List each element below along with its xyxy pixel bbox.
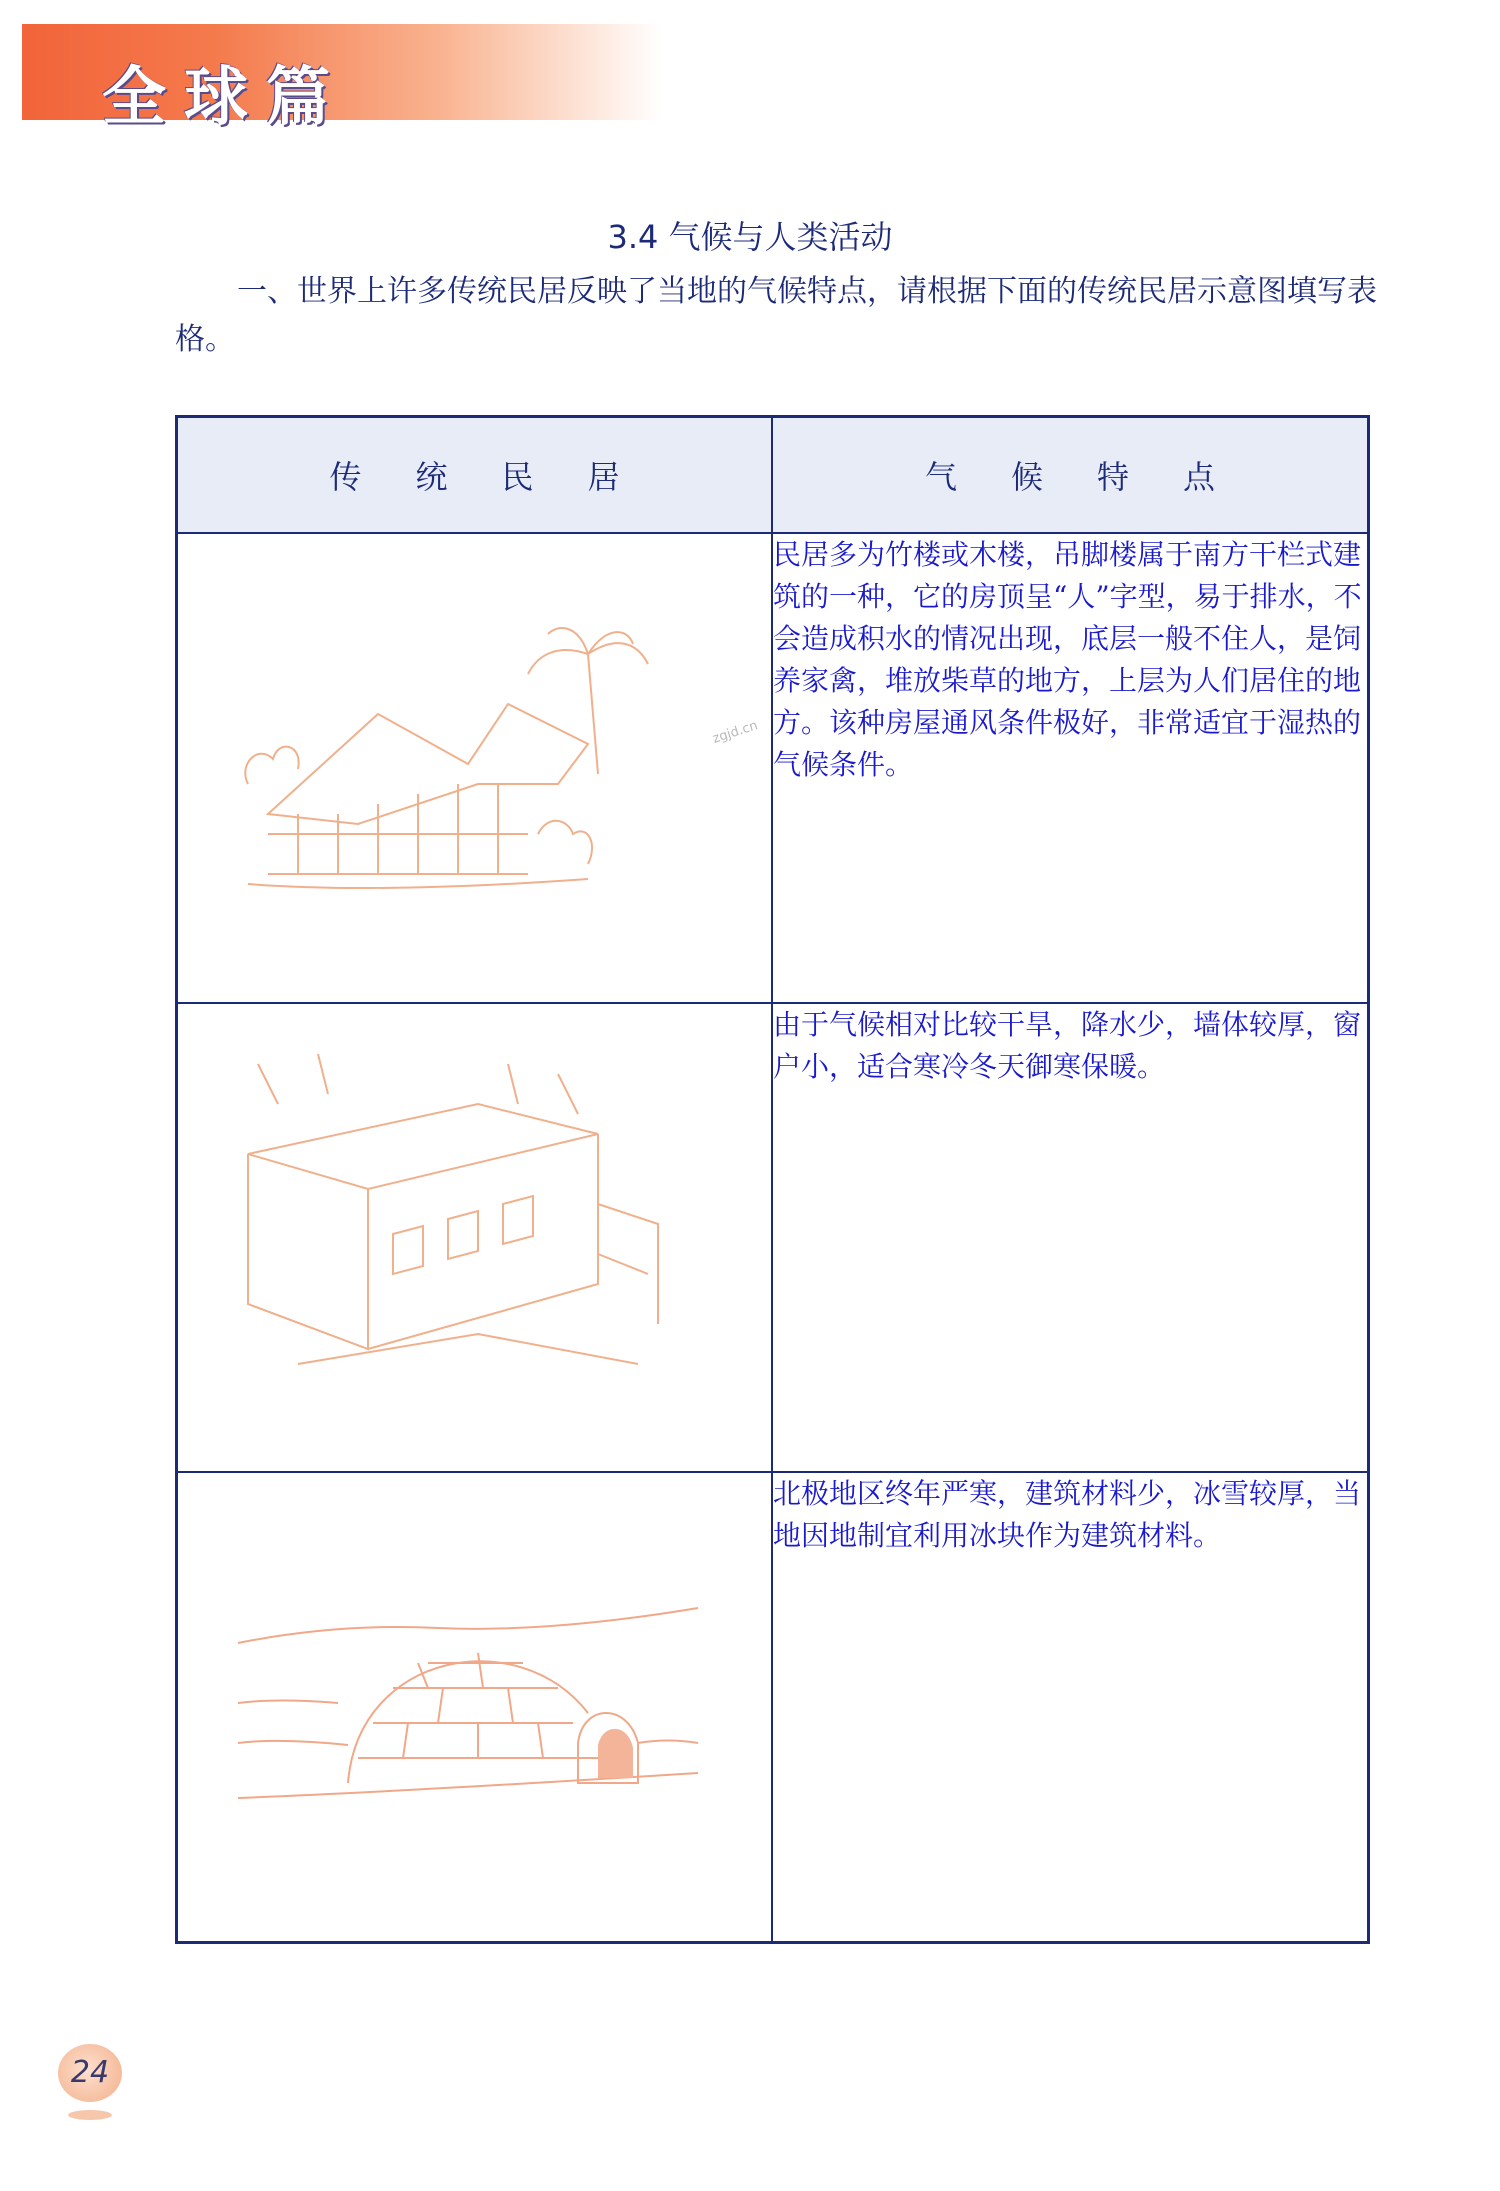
page-number-shadow bbox=[68, 2110, 112, 2120]
igloo-icon bbox=[178, 1473, 775, 1941]
header-climate-features: 气候特点 bbox=[772, 417, 1369, 534]
flat-roof-house-icon bbox=[178, 1004, 775, 1471]
header-band bbox=[22, 24, 662, 135]
watermark: zgjd.cn bbox=[710, 718, 760, 747]
image-cell bbox=[177, 533, 773, 1003]
page-number: 24 bbox=[58, 2044, 122, 2102]
header-title: 全球篇 bbox=[102, 61, 348, 135]
intro-paragraph: 一、世界上许多传统民居反映了当地的气候特点，请根据下面的传统民居示意图填写表格。 bbox=[175, 274, 1377, 357]
stilt-house-icon bbox=[178, 534, 775, 1002]
housing-climate-table bbox=[175, 415, 1370, 1944]
table-row bbox=[177, 1003, 1369, 1472]
answer-cell: 由于气候相对比较干旱，降水少，墙体较厚，窗户小，适合寒冷冬天御寒保暖。 bbox=[772, 1003, 1369, 1472]
image-cell bbox=[177, 1003, 773, 1472]
answer-cell: 民居多为竹楼或木楼，吊脚楼属于南方干栏式建筑的一种，它的房顶呈“人”字型，易于排水，不会造成积水的情况出现，底层一般不住人，是饲养家禽，堆放柴草的地方，上层为人们居住的地方。该种房屋通风条件极好，非常适宜于湿热的气候条件。 bbox=[772, 533, 1369, 1003]
section-title: 3.4 气候与人类活动 bbox=[607, 218, 893, 256]
header-traditional-housing: 传统民居 bbox=[177, 417, 773, 534]
image-cell bbox=[177, 1472, 773, 1943]
answer-cell: 北极地区终年严寒，建筑材料少，冰雪较厚，当地因地制宜利用冰块作为建筑材料。 bbox=[772, 1472, 1369, 1943]
table-row bbox=[177, 1472, 1369, 1943]
table-row bbox=[177, 533, 1369, 1003]
